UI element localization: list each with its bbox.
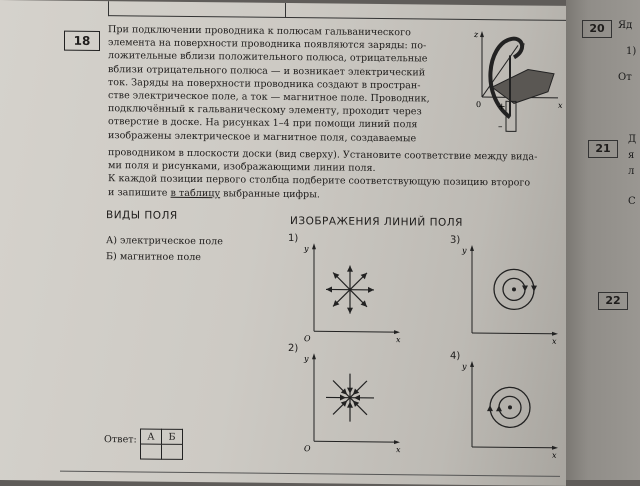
y-axis-label: y [303, 244, 309, 253]
direction-arrow [531, 286, 537, 292]
conductor-illustration [470, 25, 566, 136]
answer-label: Ответ: [104, 434, 137, 445]
paragraph-line: ми поля и рисунками, изображающими линии поля. [108, 159, 563, 177]
conductor-dot [508, 405, 512, 409]
top-table-fragment [108, 1, 566, 21]
table-link[interactable]: в таблицу [171, 187, 221, 199]
side-fragment: Д [628, 134, 636, 145]
x-axis-label: x [396, 445, 401, 454]
origin-label: O [304, 444, 311, 453]
field-line [350, 381, 367, 398]
side-fragment: 1) [626, 46, 636, 57]
task-paragraph-continued [108, 146, 563, 204]
field-arrowhead [354, 395, 360, 401]
paragraph-line: При подключении проводника к полюсам гальванического [108, 23, 458, 40]
field-arrowhead [326, 286, 332, 292]
question-22-box: 22 [598, 292, 628, 310]
field-arrowhead [347, 266, 353, 272]
page-bottom-rule [60, 471, 560, 477]
z-axis-arrow [480, 31, 484, 37]
figure-2-radial-inward [300, 353, 410, 454]
paragraph-line: стве электрическое поле, а ток — магнитное поле. Проводник, [108, 89, 458, 106]
field-line [350, 398, 367, 415]
answer-header-b: Б [162, 429, 183, 444]
figure-1-label: 1) [288, 233, 298, 244]
board-plane [492, 69, 554, 104]
paragraph-line: подключённый к гальваническому элементу, проходит через [108, 102, 458, 119]
origin-label: 0 [476, 100, 481, 109]
adjacent-page [566, 0, 640, 480]
side-fragment: От [618, 72, 632, 83]
field-arrowhead [340, 395, 346, 401]
option-b: Б) магнитное поле [106, 251, 201, 263]
x-axis-label: x [552, 451, 557, 460]
plus-sign: + [498, 102, 506, 112]
field-line [333, 381, 350, 398]
figure-3-label: 3) [450, 235, 460, 246]
direction-arrow [487, 405, 493, 411]
x-axis-label: x [558, 101, 563, 110]
instruction-text: и запишите [108, 187, 171, 199]
side-fragment: С [628, 196, 636, 207]
paragraph-line: ток. Заряды на поверхности проводника создают в простран- [108, 76, 458, 93]
field-arrowhead [347, 402, 353, 408]
field-arrowhead [347, 308, 353, 314]
y-axis-label: y [461, 246, 467, 255]
answer-cell-a[interactable] [141, 444, 162, 459]
conductor-dot [512, 287, 516, 291]
paragraph-line: вблизи отрицательного полюса — и возникает электрический [108, 63, 458, 80]
field-arrowhead [347, 388, 353, 394]
origin-label: O [304, 334, 311, 343]
answer-cell-b[interactable] [162, 444, 183, 459]
direction-arrow [522, 285, 528, 291]
figure-1-radial-outward [300, 243, 410, 344]
field-arrowhead [368, 287, 374, 293]
figure-4-circles-counterclockwise [462, 361, 562, 462]
option-a: А) электрическое поле [106, 235, 223, 247]
instruction-text: выбранные цифры. [220, 188, 320, 200]
minus-sign: – [498, 122, 503, 132]
answer-table [140, 428, 183, 459]
x-axis-label: x [552, 337, 557, 346]
question-21-box: 21 [588, 140, 618, 158]
radial-field-lines [326, 373, 374, 422]
direction-arrow [496, 405, 502, 411]
y-axis-label: y [303, 354, 309, 363]
paragraph-line: ложительные вблизи положительного полюса, отрицательные [108, 50, 458, 67]
y-axis-label: y [461, 362, 467, 371]
figure-4-label: 4) [450, 351, 460, 362]
instruction-line: К каждой позиции первого столбца подберите соответствующую позицию второго [108, 173, 563, 191]
side-fragment: Яд [618, 20, 632, 31]
x-axis-label: x [396, 335, 401, 344]
paragraph-line: изображены электрическое и магнитное поля, создаваемые [108, 129, 458, 146]
figure-2-label: 2) [288, 343, 298, 354]
y-axis-label: y [519, 40, 525, 49]
right-column-heading: ИЗОБРАЖЕНИЯ ЛИНИЙ ПОЛЯ [290, 215, 463, 229]
task-paragraph [108, 23, 458, 145]
paragraph-line: элемента на поверхности проводника появляются заряды: по- [108, 36, 458, 53]
paragraph-line: проводником в плоскости доски (вид сверху). Установите соответствие между вида- [108, 146, 563, 164]
side-fragment: л [628, 166, 634, 177]
question-number-box: 18 [64, 31, 100, 51]
radial-field-lines [326, 265, 374, 314]
question-20-box: 20 [582, 20, 612, 38]
left-column-heading: ВИДЫ ПОЛЯ [106, 209, 178, 222]
field-line [333, 397, 350, 414]
side-fragment: я [628, 150, 634, 161]
z-axis-label: z [473, 30, 479, 39]
paragraph-line: отверстие в доске. На рисунках 1–4 при помощи линий поля [108, 116, 458, 133]
figure-3-circles-clockwise [462, 245, 562, 346]
answer-header-a: А [141, 429, 162, 444]
